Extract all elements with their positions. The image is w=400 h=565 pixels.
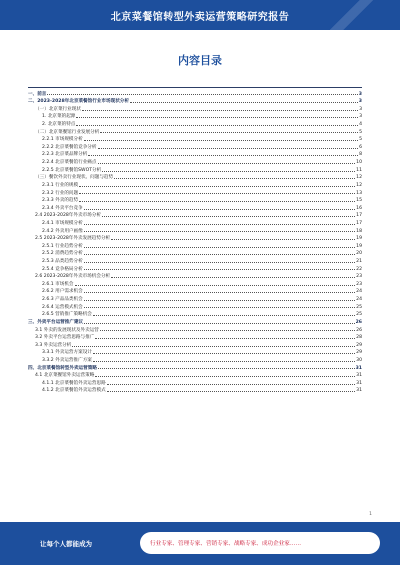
toc-entry[interactable] [28, 241, 362, 249]
toc-entry[interactable] [28, 333, 362, 341]
toc-heading: 内容目录 [178, 54, 222, 67]
toc-dot-leader [84, 269, 355, 270]
toc-entry[interactable] [28, 203, 362, 211]
toc-entry-page: 21 [356, 259, 362, 265]
toc-dot-leader [47, 94, 357, 95]
toc-divider [28, 87, 362, 88]
toc-entry[interactable] [28, 150, 362, 158]
toc-entry-text: 2.2.1 市场规模分析 [42, 137, 83, 143]
toc-entry-page: 17 [356, 220, 362, 226]
toc-entry-text: 4.1.1 北京菜餐馆外卖运营思路 [42, 380, 106, 386]
toc-entry[interactable] [28, 264, 362, 272]
toc-entry-text: 2.5.1 行业趋势分析 [42, 243, 83, 249]
toc-entry-text: 2.3.4 外卖平台竞争 [42, 205, 83, 211]
toc-entry[interactable] [28, 317, 362, 325]
toc-entry-text: 2.6.3 产品品类机会 [42, 297, 83, 303]
toc-dot-leader [114, 178, 355, 179]
toc-entry-page: 5 [359, 129, 362, 135]
toc-dot-leader [76, 125, 358, 126]
toc-entry[interactable] [28, 211, 362, 219]
toc-dot-leader [93, 353, 355, 354]
toc-entry[interactable] [28, 234, 362, 242]
toc-entry-page: 10 [356, 160, 362, 166]
table-of-contents [28, 89, 362, 393]
toc-entry-page: 20 [356, 251, 362, 257]
toc-entry-text: 2.5.2 消费趋势分析 [42, 251, 83, 257]
toc-entry-text: 2. 北京菜的特点 [42, 122, 76, 128]
toc-entry-text: 2.2.3 北京菜品牌分析 [42, 152, 88, 158]
toc-entry-text: 2.3.2 行业的问题 [42, 190, 79, 196]
toc-entry[interactable] [28, 340, 362, 348]
toc-entry-page: 26 [355, 319, 362, 325]
toc-entry-page: 3 [358, 91, 362, 97]
toc-entry-text: 三、外卖平台运营推广建议 [28, 319, 84, 325]
toc-dot-leader [84, 307, 355, 308]
toc-entry-text: 2.5 2023-2028年外卖发展趋势分析 [35, 236, 111, 242]
toc-entry-text: 2.5.3 品类趋势分析 [42, 259, 83, 265]
toc-entry[interactable] [28, 127, 362, 135]
toc-entry[interactable] [28, 142, 362, 150]
toc-entry[interactable] [28, 287, 362, 295]
toc-entry[interactable] [28, 89, 362, 97]
toc-entry-text: 2.4.1 市场规模分析 [42, 220, 83, 226]
toc-dot-leader [82, 110, 358, 111]
toc-entry-page: 26 [356, 327, 362, 333]
toc-entry-page: 16 [356, 205, 362, 211]
toc-entry[interactable] [28, 173, 362, 181]
toc-entry[interactable] [28, 119, 362, 127]
toc-entry-page: 12 [356, 182, 362, 188]
toc-entry-page: 19 [356, 243, 362, 249]
toc-entry[interactable] [28, 256, 362, 264]
toc-entry-page: 25 [356, 312, 362, 318]
toc-entry[interactable] [28, 386, 362, 394]
toc-entry-page: 29 [356, 350, 362, 356]
toc-entry-text: （三）餐饮外卖行业现状、问题与趋势 [35, 175, 114, 181]
toc-entry[interactable] [28, 104, 362, 112]
toc-entry-text: 2.6 2023-2028年外卖市场机会分析 [35, 274, 111, 280]
toc-entry-page: 28 [356, 335, 362, 341]
toc-entry[interactable] [28, 279, 362, 287]
toc-entry-text: 一、前言 [28, 91, 47, 97]
toc-entry-page: 17 [356, 213, 362, 219]
toc-dot-leader [98, 368, 355, 369]
toc-dot-leader [93, 361, 355, 362]
toc-entry-text: 3.1 外卖的发展现状及外卖运营 [35, 327, 99, 333]
toc-dot-leader [100, 330, 355, 331]
toc-entry-page: 31 [356, 373, 362, 379]
toc-entry-page: 31 [356, 388, 362, 394]
toc-dot-leader [76, 117, 358, 118]
footer-tagline: 让每个人都能成为 [40, 540, 92, 548]
document-title: 北京菜餐馆转型外卖运营策略研究报告 [110, 12, 290, 23]
toc-entry-page: 15 [356, 198, 362, 204]
footer-bar [0, 522, 400, 565]
toc-dot-leader [79, 193, 355, 194]
toc-entry-text: 2.5.4 竞争格局分析 [42, 266, 83, 272]
toc-dot-leader [84, 254, 355, 255]
toc-entry[interactable] [28, 272, 362, 280]
toc-entry-page: 3 [359, 114, 362, 120]
toc-entry-page: 8 [359, 152, 362, 158]
toc-entry[interactable] [28, 97, 362, 105]
toc-entry[interactable] [28, 135, 362, 143]
toc-entry-text: 3.3.2 外卖运营推广方案 [42, 357, 92, 363]
toc-entry[interactable] [28, 112, 362, 120]
toc-entry-text: 1. 北京菜的起源 [42, 114, 76, 120]
toc-entry-text: 2.2.5 北京菜餐馆SWOT分析 [42, 167, 102, 173]
toc-entry-text: 2.6.4 运营模式机会 [42, 304, 83, 310]
toc-dot-leader [98, 148, 359, 149]
toc-dot-leader [84, 300, 355, 301]
toc-dot-leader [102, 216, 355, 217]
toc-entry[interactable] [28, 249, 362, 257]
toc-entry[interactable] [28, 310, 362, 318]
toc-entry-page: 23 [356, 274, 362, 280]
toc-entry-text: 2.6.2 用户需求机会 [42, 289, 83, 295]
toc-entry-page: 19 [356, 236, 362, 242]
toc-entry-text: 2.2.2 北京菜餐馆竞争分析 [42, 144, 97, 150]
toc-entry-text: 2.2.4 北京菜餐馆行业痛点 [42, 160, 97, 166]
toc-entry[interactable] [28, 325, 362, 333]
toc-entry-page: 4 [359, 122, 362, 128]
toc-dot-leader [84, 231, 355, 232]
toc-entry[interactable] [28, 378, 362, 386]
toc-entry-page: 3 [359, 106, 362, 112]
toc-entry[interactable] [28, 196, 362, 204]
toc-entry-page: 13 [356, 190, 362, 196]
toc-dot-leader [84, 224, 355, 225]
toc-entry-text: 二、2023-2028年北京菜餐馆行业市场现状分析 [28, 99, 129, 105]
toc-entry-page: 6 [359, 144, 362, 150]
toc-entry[interactable] [28, 355, 362, 363]
toc-dot-leader [75, 285, 356, 286]
toc-entry-page: 24 [356, 297, 362, 303]
toc-entry-page: 25 [356, 304, 362, 310]
toc-dot-leader [95, 338, 355, 339]
toc-entry[interactable] [28, 157, 362, 165]
toc-entry-page: 5 [359, 137, 362, 143]
toc-entry-text: 2.4.2 外卖用户画像 [42, 228, 83, 234]
toc-entry-text: 4.1 北京菜餐馆外卖运营策略 [35, 373, 95, 379]
toc-dot-leader [84, 140, 358, 141]
toc-entry[interactable] [28, 188, 362, 196]
toc-entry-text: 3.3.1 外卖运营方案设计 [42, 350, 92, 356]
toc-dot-leader [84, 209, 355, 210]
toc-entry-text: 2.3.3 外卖的趋势 [42, 198, 79, 204]
toc-dot-leader [84, 323, 354, 324]
page-number: 1 [369, 512, 372, 517]
toc-entry-page: 18 [356, 228, 362, 234]
toc-dot-leader [102, 171, 355, 172]
toc-dot-leader [98, 163, 356, 164]
toc-entry-page: 3 [358, 99, 362, 105]
toc-entry[interactable] [28, 218, 362, 226]
toc-dot-leader [72, 346, 355, 347]
toc-dot-leader [111, 239, 355, 240]
toc-dot-leader [84, 247, 355, 248]
toc-entry-text: 四、北京菜餐馆转型外卖运营策略 [28, 365, 97, 371]
toc-entry[interactable] [28, 348, 362, 356]
toc-entry[interactable] [28, 180, 362, 188]
toc-entry-text: （一）北京菜行业现状 [35, 106, 81, 112]
toc-entry-text: 2.6.1 市场机会 [42, 281, 74, 287]
toc-dot-leader [95, 376, 355, 377]
toc-entry-text: （二）北京菜餐馆行业发展分析 [35, 129, 100, 135]
toc-dot-leader [107, 384, 355, 385]
toc-entry-page: 31 [356, 380, 362, 386]
toc-entry-page: 11 [356, 167, 362, 173]
toc-entry[interactable] [28, 371, 362, 379]
toc-dot-leader [100, 132, 358, 133]
toc-dot-leader [79, 201, 355, 202]
toc-dot-leader [130, 102, 358, 103]
toc-entry[interactable] [28, 294, 362, 302]
toc-dot-leader [84, 262, 355, 263]
toc-entry-text: 4.1.2 北京菜餐馆外卖运营模式 [42, 388, 106, 394]
toc-entry-page: 12 [356, 175, 362, 181]
toc-entry-page: 29 [356, 342, 362, 348]
toc-dot-leader [111, 277, 355, 278]
toc-entry-text: 2.6.5 营销推广策略机会 [42, 312, 92, 318]
toc-dot-leader [88, 155, 358, 156]
toc-entry-page: 31 [355, 365, 362, 371]
toc-entry-page: 24 [356, 289, 362, 295]
toc-dot-leader [79, 186, 355, 187]
toc-entry[interactable] [28, 363, 362, 371]
toc-entry-page: 22 [356, 266, 362, 272]
toc-entry-page: 30 [356, 357, 362, 363]
toc-entry-text: 2.3.1 行业的规模 [42, 182, 79, 188]
toc-entry-text: 3.2 外卖平台运营思路与推广 [35, 335, 95, 341]
toc-entry-text: 3.3 外卖运营分析 [35, 342, 72, 348]
toc-entry[interactable] [28, 302, 362, 310]
toc-dot-leader [107, 391, 355, 392]
toc-entry-page: 23 [356, 281, 362, 287]
toc-dot-leader [93, 315, 355, 316]
header-bar [0, 0, 400, 30]
toc-dot-leader [84, 292, 355, 293]
toc-entry[interactable] [28, 165, 362, 173]
toc-entry-text: 2.4 2023-2028年外卖市场分析 [35, 213, 101, 219]
footer-slogan: 行业专家、管理专家、营销专家、战略专家、成功企业家…… [150, 541, 302, 547]
toc-entry[interactable] [28, 226, 362, 234]
